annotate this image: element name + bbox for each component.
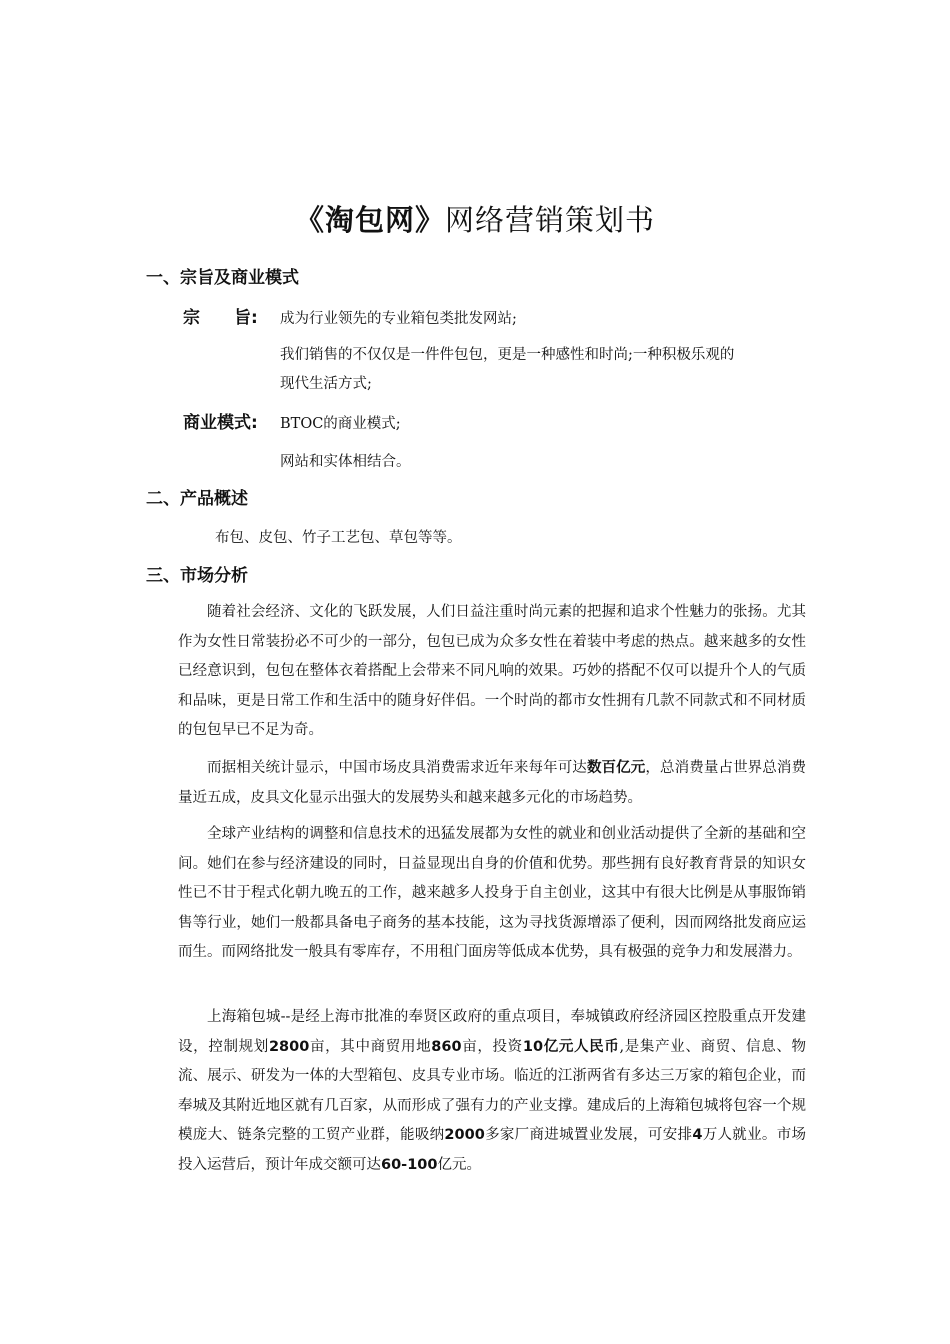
purpose-line-2: 我们销售的不仅仅是一件件包包，更是一种感性和时尚;一种积极乐观的 [280,347,735,363]
market-paragraph-3: 全球产业结构的调整和信息技术的迅猛发展都为女性的就业和创业活动提供了全新的基础和空间。她们在参与经济建设的同时，日益显现出自身的价值和优势。那些拥有良好教育背景的知识女性已不甘于程式化朝九晚五的工作，越来越多人投身于自主创业，这其中有很大比例是从事服饰销售等行业，她们一般都具备电子商务的基本技能，这为寻找货源增添了便利，因而网络批发商应运而生。而网络批发一般具有零库存，不用租门面房等低成本优势，具有极强的竞争力和发展潜力。 [178,826,806,960]
title-main: 网络营销策划书 [445,203,656,237]
product-list: 布包、皮包、竹子工艺包、草包等等。 [215,530,462,546]
investment-amount: 10亿元人民币 [522,1038,620,1055]
purpose-line-1: 成为行业领先的专业箱包类批发网站; [280,311,517,327]
market-paragraph-2: 而据相关统计显示，中国市场皮具消费需求近年来每年可达数百亿元，总消费量占世界总消费量近五成，皮具文化显示出强大的发展势头和越来越多元化的市场趋势。 [178,760,807,806]
section2-heading: 二、产品概述 [146,489,248,509]
purpose-line-3: 现代生活方式; [280,376,372,392]
market-paragraph-1: 随着社会经济、文化的飞跃发展，人们日益注重时尚元素的把握和追求个性魅力的张扬。尤其作为女性日常装扮必不可少的一部分，包包已成为众多女性在着装中考虑的热点。越来越多的女性已经意识到，包包在整体衣着搭配上会带来不同凡响的效果。巧妙的搭配不仅可以提升个人的气质和品味，更是日常工作和生活中的随身好伴侣。一个时尚的都市女性拥有几款不同款式和不同材质的包包早已不足为奇。 [178,604,806,738]
section1-heading: 一、宗旨及商业模式 [146,268,299,288]
business-model-line-2: 网站和实体相结合。 [280,454,411,470]
highlight-value: 数百亿元 [586,760,646,776]
document-title [0,198,950,242]
business-model-label: 商业模式: [183,413,258,433]
title-brand: 《淘包网》 [294,203,445,237]
section3-heading: 三、市场分析 [146,566,248,586]
business-model-line-1: BTOC的商业模式; [280,416,401,432]
purpose-label: 宗 旨: [183,308,258,328]
market-paragraph-4: 上海箱包城--是经上海市批准的奉贤区政府的重点项目，奉城镇政府经济园区控股重点开发建设，控制规划2800亩，其中商贸用地860亩，投资10亿元人民币,是集产业、商贸、信息、物流、展示、研发为一体的大型箱包、皮具专业市场。临近的江浙两省有多达三万家的箱包企业，而奉城及其附近地区就有几百家，从而形成了强有力的产业支撑。建成后的上海箱包城将包容一个规模庞大、链条完整的工贸产业群，能吸纳2000多家厂商进城置业发展，可安排4万人就业。市场投入运营后，预计年成交额可达60-100亿元。 [178,1009,807,1173]
